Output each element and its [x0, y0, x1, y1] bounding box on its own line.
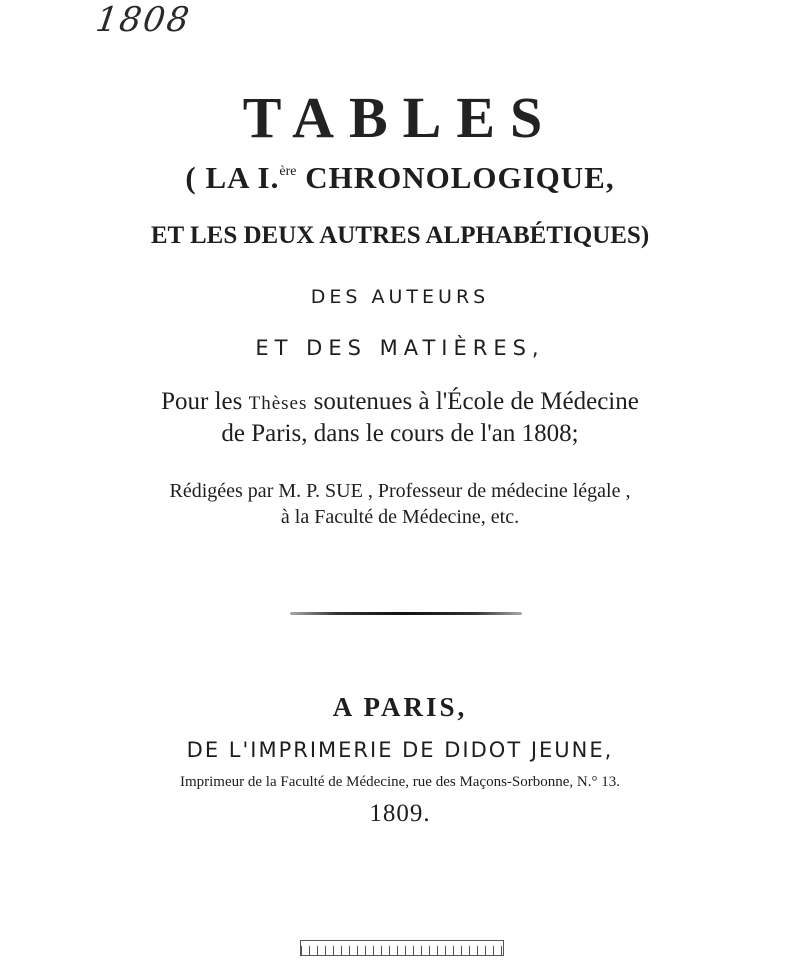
- imprint-year: 1809.: [369, 800, 431, 827]
- handwritten-note: 1808: [93, 0, 194, 40]
- authors-line: DES AUTEURS: [310, 286, 490, 308]
- author-credit-line: Rédigées par M. P. SUE , Professeur de médecine légale ,: [169, 480, 631, 502]
- theses-line: [0, 388, 800, 416]
- imprint-city: A PARIS,: [332, 692, 468, 722]
- scale-ruler-icon: [300, 940, 504, 956]
- faculty-line: à la Faculté de Médecine, etc.: [280, 506, 520, 528]
- subtitle-superscript: ère: [279, 164, 297, 179]
- theses-post: soutenues à l'École de Médecine: [307, 388, 639, 415]
- subtitle-line: [0, 160, 800, 196]
- page-title: TABLES: [242, 85, 558, 150]
- theses-pre: Pour les: [161, 388, 249, 415]
- decorative-rule: [290, 612, 522, 615]
- subtitle-open: ( LA I.: [185, 160, 280, 195]
- imprint-printer: DE L'IMPRIMERIE DE DIDOT JEUNE,: [186, 738, 614, 762]
- imprint-address: Imprimeur de la Faculté de Médecine, rue des Maçons-Sorbonne, N.° 13.: [179, 774, 621, 790]
- subjects-line: ET DES MATIÈRES,: [255, 336, 545, 360]
- subtitle-rest: CHRONOLOGIQUE,: [296, 160, 615, 195]
- theses-smallcaps: Thèses: [248, 393, 308, 414]
- subtitle-line-2: ET LES DEUX AUTRES ALPHABÉTIQUES): [150, 222, 650, 249]
- year-course-line: de Paris, dans le cours de l'an 1808;: [221, 420, 579, 447]
